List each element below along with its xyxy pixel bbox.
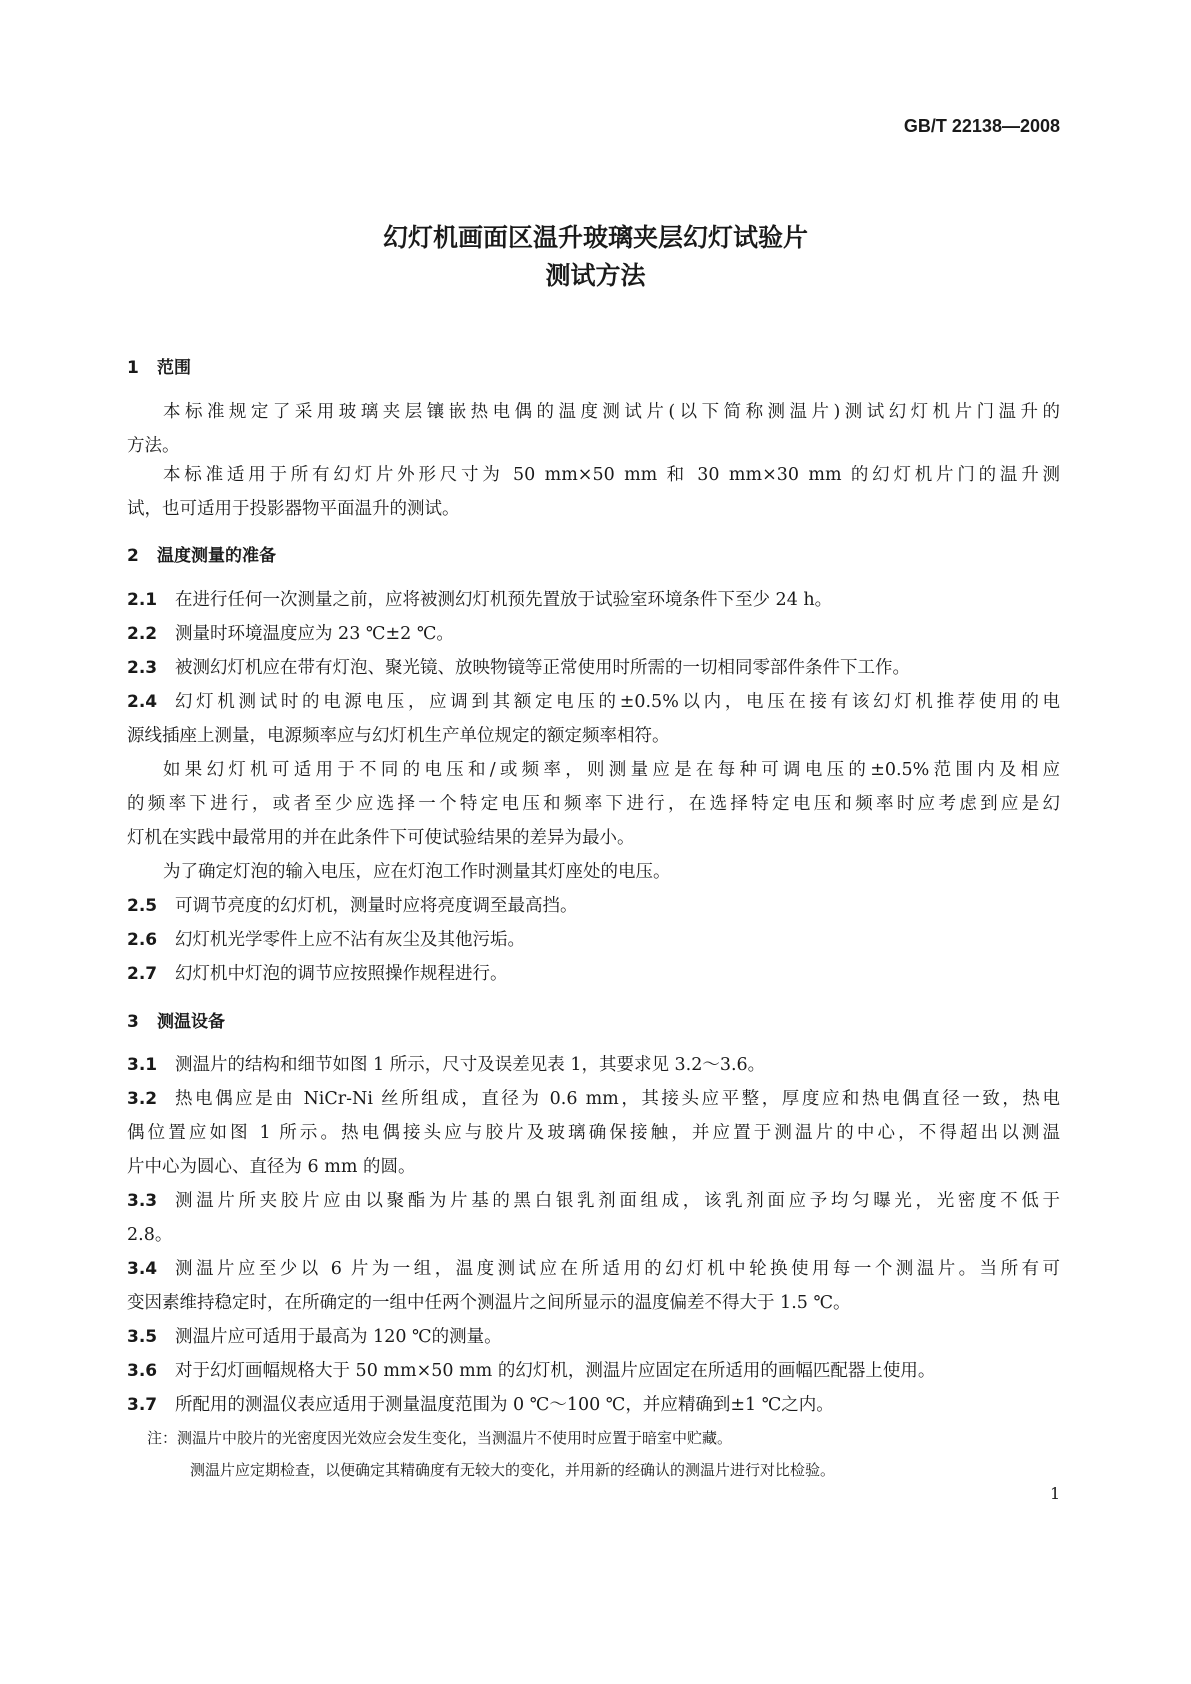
clause-line: 幻灯机光学零件上应不沾有灰尘及其他污垢。 [175, 930, 525, 950]
clause-line: 测量时环境温度应为 23 ℃±2 ℃。 [175, 624, 454, 644]
paragraph-line: 的频率下进行，或者至少应选择一个特定电压和频率下进行，在选择特定电压和频率时应考虑到应是幻 [127, 794, 1060, 814]
document-title-line2: 测试方法 [545, 261, 646, 290]
clause-number: 3.1 [127, 1055, 158, 1075]
paragraph-line: 本标准适用于所有幻灯片外形尺寸为 50 mm×50 mm 和 30 mm×30 mm 的幻灯机片门的温升测 [163, 465, 1060, 485]
clause-line: 变因素维持稳定时，在所确定的一组中任两个测温片之间所显示的温度偏差不得大于 1.5 ℃。 [127, 1293, 851, 1313]
clause-number: 2.6 [127, 930, 158, 950]
section-title: 测温设备 [157, 1012, 225, 1032]
clause-number: 3.5 [127, 1327, 158, 1347]
clause-number: 2.1 [127, 590, 158, 610]
clause-number: 3.6 [127, 1361, 158, 1381]
section-number: 2 [127, 546, 139, 566]
paragraph-line: 试，也可适用于投影器物平面温升的测试。 [127, 499, 460, 519]
document-title-line1: 幻灯机画面区温升玻璃夹层幻灯试验片 [382, 223, 808, 252]
clause-number: 2.7 [127, 964, 158, 984]
clause-line: 测温片所夹胶片应由以聚酯为片基的黑白银乳剂面组成，该乳剂面应予均匀曝光，光密度不低于 [175, 1191, 1060, 1211]
clause-line: 可调节亮度的幻灯机，测量时应将亮度调至最高挡。 [175, 896, 578, 916]
clause-number: 2.5 [127, 896, 158, 916]
clause-number: 2.4 [127, 692, 158, 712]
clause-line: 测温片的结构和细节如图 1 所示，尺寸及误差见表 1，其要求见 3.2～3.6。 [175, 1055, 766, 1075]
clause-line: 所配用的测温仪表应适用于测量温度范围为 0 ℃～100 ℃，并应精确到±1 ℃之内。 [175, 1395, 834, 1415]
clause-line: 在进行任何一次测量之前，应将被测幻灯机预先置放于试验室环境条件下至少 24 h。 [175, 590, 833, 610]
paragraph-line: 为了确定灯泡的输入电压，应在灯泡工作时测量其灯座处的电压。 [163, 862, 671, 882]
section-heading-2 [127, 541, 276, 566]
clause-number: 2.2 [127, 624, 158, 644]
clause-line: 偶位置应如图 1 所示。热电偶接头应与胶片及玻璃确保接触，并应置于测温片的中心，不得超出以测温 [127, 1123, 1060, 1143]
clause-line: 被测幻灯机应在带有灯泡、聚光镜、放映物镜等正常使用时所需的一切相同零部件条件下工作。 [175, 658, 910, 678]
clause-line: 对于幻灯画幅规格大于 50 mm×50 mm 的幻灯机，测温片应固定在所适用的画幅匹配器上使用。 [175, 1361, 936, 1381]
paragraph-line: 方法。 [127, 436, 180, 456]
paragraph-line: 如果幻灯机可适用于不同的电压和/或频率，则测量应是在每种可调电压的±0.5%范围内及相应 [163, 760, 1060, 780]
clause-line: 测温片应可适用于最高为 120 ℃的测量。 [175, 1327, 502, 1347]
note-line: 测温片应定期检查，以便确定其精确度有无较大的变化，并用新的经确认的测温片进行对比检验。 [190, 1461, 836, 1479]
section-heading-3 [127, 1007, 225, 1032]
paragraph-line: 本标准规定了采用玻璃夹层镶嵌热电偶的温度测试片(以下简称测温片)测试幻灯机片门温升的 [163, 402, 1060, 422]
clause-line: 2.8。 [127, 1225, 173, 1245]
section-heading-1 [127, 353, 191, 378]
clause-number: 3.7 [127, 1395, 158, 1415]
section-number: 3 [127, 1012, 139, 1032]
clause-number: 3.4 [127, 1259, 158, 1279]
page-number: 1 [1050, 1484, 1061, 1503]
clause-line: 源线插座上测量，电源频率应与幻灯机生产单位规定的额定频率相符。 [127, 726, 670, 746]
note-line: 注：测温片中胶片的光密度因光效应会发生变化，当测温片不使用时应置于暗室中贮藏。 [147, 1429, 733, 1447]
clause-line: 幻灯机中灯泡的调节应按照操作规程进行。 [175, 964, 508, 984]
clause-number: 2.3 [127, 658, 158, 678]
clause-line: 热电偶应是由 NiCr-Ni 丝所组成，直径为 0.6 mm，其接头应平整，厚度应和热电偶直径一致，热电 [175, 1089, 1060, 1109]
clause-line: 测温片应至少以 6 片为一组，温度测试应在所适用的幻灯机中轮换使用每一个测温片。当所有可 [175, 1259, 1060, 1279]
section-number: 1 [127, 358, 139, 378]
section-title: 范围 [157, 358, 191, 378]
clause-number: 3.2 [127, 1089, 158, 1109]
clause-line: 片中心为圆心、直径为 6 mm 的圆。 [127, 1157, 416, 1177]
paragraph-line: 灯机在实践中最常用的并在此条件下可使试验结果的差异为最小。 [127, 828, 635, 848]
standard-number: GB/T 22138—2008 [903, 116, 1060, 136]
section-title: 温度测量的准备 [157, 546, 276, 566]
clause-line: 幻灯机测试时的电源电压，应调到其额定电压的±0.5%以内，电压在接有该幻灯机推荐使用的电 [175, 692, 1060, 712]
clause-number: 3.3 [127, 1191, 158, 1211]
